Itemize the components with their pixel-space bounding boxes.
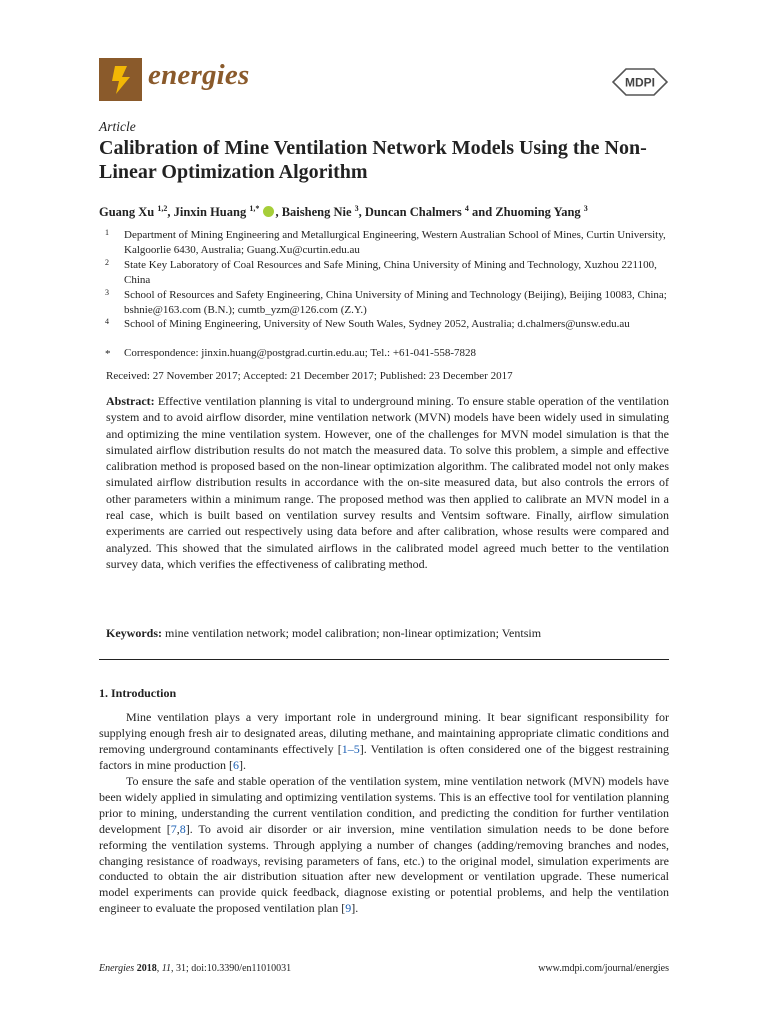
- affiliation-number: 1: [105, 228, 109, 237]
- abstract: [106, 393, 669, 572]
- affiliation: [99, 288, 669, 318]
- affiliation-text: Department of Mining Engineering and Metallurgical Engineering, Western Australian School of Mines, Curtin University, Kalgoorlie 6430, Australia; Guang.Xu@curtin.edu.au: [124, 229, 666, 256]
- paragraph-text: ,: [176, 821, 180, 836]
- citation-link[interactable]: 6: [232, 757, 239, 772]
- publisher-logo: [612, 68, 668, 96]
- affiliation: [99, 228, 669, 258]
- paragraph-text: ].: [351, 901, 359, 916]
- keywords-text: mine ventilation network; model calibration; non-linear optimization; Ventsim: [165, 626, 542, 640]
- author-affil-sup: 4: [464, 204, 469, 213]
- publisher-name: MDPI: [625, 75, 655, 90]
- body-paragraph: [99, 710, 669, 774]
- affiliation-number: 3: [105, 288, 109, 297]
- citation-link[interactable]: 9: [345, 901, 352, 916]
- footer-journal: Energies: [99, 963, 135, 974]
- affiliation-number: 2: [105, 258, 109, 267]
- affiliation: [99, 317, 669, 347]
- orcid-icon[interactable]: [263, 206, 274, 217]
- journal-name: energies: [148, 59, 250, 91]
- correspondence-mark: *: [105, 348, 111, 360]
- mdpi-logo-icon: [612, 68, 668, 96]
- section-divider: [99, 659, 669, 660]
- paper-title: Calibration of Mine Ventilation Network Models Using the Non-Linear Optimization Algorithm: [99, 137, 647, 183]
- citation-link[interactable]: 8: [179, 821, 186, 836]
- author-list: Guang Xu $^{1,2}$, Jinxin Huang $^{1,*}$ , Baisheng Nie $^3$, Duncan Chalmers $^4$ and Zhuoming Yang $^3$: [99, 204, 588, 220]
- affiliation-number: 4: [105, 317, 109, 326]
- footer-url[interactable]: www.mdpi.com/journal/energies: [538, 963, 669, 974]
- citation-link[interactable]: 7: [170, 821, 177, 836]
- footer-year: 2018: [136, 963, 157, 974]
- citation-link[interactable]: 1–5: [341, 741, 360, 756]
- lightning-icon: [99, 58, 142, 101]
- abstract-label: Abstract:: [106, 394, 155, 408]
- author-name[interactable]: Baisheng Nie: [281, 205, 352, 220]
- affiliation-text: State Key Laboratory of Coal Resources and Safe Mining, China University of Mining and Technology, Xuzhou 221100, China: [124, 259, 657, 286]
- author-affil-sup: 3: [354, 204, 359, 213]
- correspondence: [99, 346, 669, 362]
- author-name[interactable]: Guang Xu: [99, 205, 155, 220]
- author-name[interactable]: Duncan Chalmers: [364, 205, 462, 220]
- affiliation: [99, 258, 669, 288]
- paragraph-text: To ensure the safe and stable operation of the ventilation system, mine ventilation network (MVN) models have been widely applied in simulating and optimizing ventilation systems. This is an effective tool for ventilation planning prior to mining, understanding the current ventilation condition, and predicting the condition for further ventilation development [: [99, 774, 669, 836]
- author-affil-sup: 3: [583, 204, 588, 213]
- paragraph-text: ].: [238, 757, 246, 772]
- journal-logo: [99, 58, 142, 101]
- keywords-label: Keywords:: [106, 626, 162, 640]
- author-affil-sup: 1,2: [157, 204, 168, 213]
- footer-doi: , 31; doi:10.3390/en11010031: [170, 963, 292, 974]
- affiliation-text: School of Resources and Safety Engineering, China University of Mining and Technology (Beijing), Beijing 10083, China; bshnie@163.com (B.N.); cumtb_yzm@126.com (Z.Y.): [124, 289, 667, 316]
- section-heading: 1. Introduction: [99, 686, 177, 700]
- paragraph-text: ]. To avoid air disorder or air inversion, mine ventilation simulation needs to be done before reforming the ventilation systems. Through applying a number of changes (adding/removing branches and nodes, changing resistance of roadways, revising parameters of fans, etc.) to the original model, simulation experiments are conducted to obtain the air distribution situation after new development or ventilation upgrade. These numerical model experiments can provide quick feedback, diagnose existing or potential problems, and help the ventilation engineer to evaluate the proposed ventilation plan [: [99, 821, 669, 916]
- paragraph-text: Mine ventilation plays a very important role in underground mining. It bear significant responsibility for supplying enough fresh air to designated areas, diluting methane, and maintaining appropriate climatic conditions and removing underground contaminants effectively [: [99, 710, 669, 756]
- correspondence-text: Correspondence: jinxin.huang@postgrad.curtin.edu.au; Tel.: +61-041-558-7828: [124, 347, 477, 359]
- author-affil-sup: 1,*: [249, 204, 260, 213]
- footer-volume: 11: [161, 963, 171, 974]
- footer-citation: Energies 2018, 11, 31; doi:10.3390/en11010031: [99, 963, 292, 974]
- abstract-text: Effective ventilation planning is vital to underground mining. To ensure stable operation of the ventilation system and to avoid airflow disorder, mine ventilation network (MVN) models have been widely used in simulating and optimizing the mine ventilation system. However, one of the challenges for MVN model simulation is that the simulated airflow distribution results do not match the measured data. To solve this problem, a simple and effective calibration method is proposed based on the non-linear optimization algorithm. The calibrated model not only makes simulated airflow distribution results in accordance with the on-site measured data, but also controls the errors of other parameters within a minimum range. The proposed method was then applied to calibrate an MVN model in a real case, which is built based on ventilation survey results and Ventsim software. Finally, airflow simulation experiments are carried out respectively using data before and after calibration, whose results were compared and analyzed. This showed that the simulated airflows in the calibrated model agreed much better to the ventilation survey data, which verifies the effectiveness of calibrating method.: [106, 394, 670, 571]
- keywords: [106, 626, 541, 641]
- affiliation-text: School of Mining Engineering, University of New South Wales, Sydney 2052, Australia; d.chalmers@unsw.edu.au: [124, 318, 630, 330]
- article-type: Article: [99, 119, 136, 134]
- paragraph-text: ]. Ventilation is often considered one of the biggest restraining factors in mine production [: [99, 741, 670, 772]
- author-name[interactable]: Jinxin Huang: [173, 205, 247, 220]
- body-paragraph: [99, 774, 669, 917]
- publication-dates: Received: 27 November 2017; Accepted: 21 December 2017; Published: 23 December 2017: [106, 370, 513, 382]
- author-name[interactable]: Zhuoming Yang: [495, 205, 581, 220]
